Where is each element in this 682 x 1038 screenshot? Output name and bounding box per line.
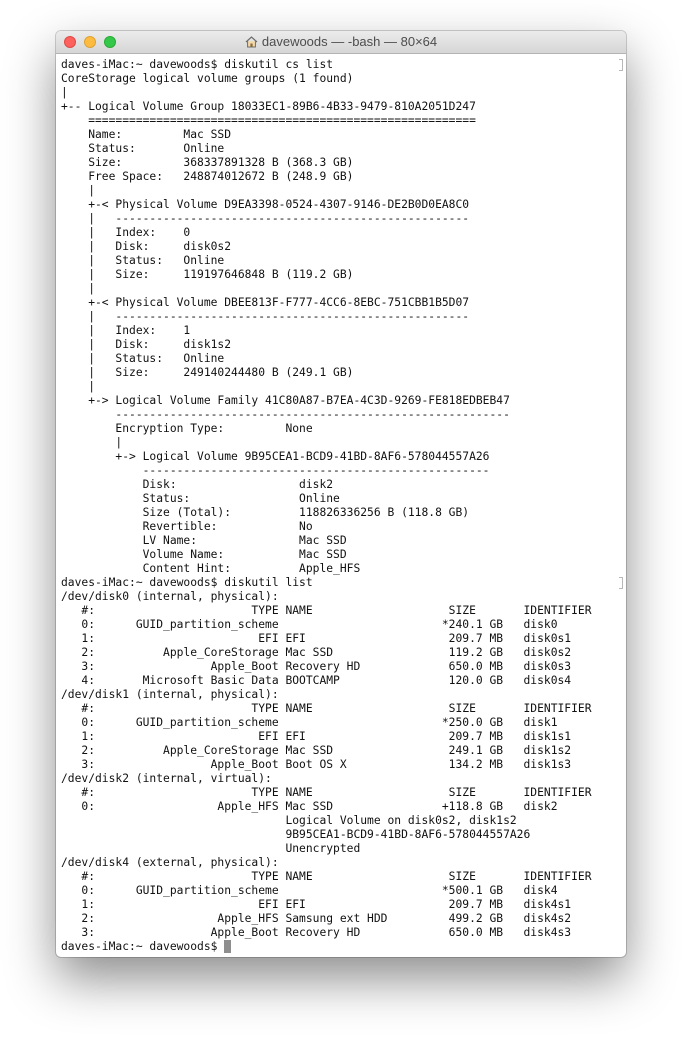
terminal-line: +-< Physical Volume DBEE813F-F777-4CC6-8EBC-751CBB1B5D07 — [61, 296, 470, 309]
window-title: davewoods — -bash — 80×64 — [261, 34, 438, 49]
terminal-line: Size: 368337891328 B (368.3 GB) — [61, 156, 354, 169]
terminal-line: | Size: 249140244480 B (249.1 GB) — [61, 366, 354, 379]
terminal-line: | ---------------------------------------------------- — [61, 310, 470, 323]
terminal-line: | Index: 0 — [61, 226, 191, 239]
terminal-line: Revertible: No — [61, 520, 313, 533]
terminal-line: 0: Apple_HFS Mac SSD +118.8 GB disk2 — [61, 800, 558, 813]
terminal-line: CoreStorage logical volume groups (1 found) — [61, 72, 354, 85]
terminal-line: | Status: Online — [61, 254, 225, 267]
terminal-line: 1: EFI EFI 209.7 MB disk1s1 — [61, 730, 572, 743]
terminal-line: Status: Online — [61, 492, 340, 505]
terminal-line: #: TYPE NAME SIZE IDENTIFIER — [61, 870, 592, 883]
terminal-output[interactable] — [56, 54, 626, 957]
terminal-line: | — [61, 436, 123, 449]
terminal-line: /dev/disk4 (external, physical): — [61, 856, 279, 869]
terminal-line: 3: Apple_Boot Boot OS X 134.2 MB disk1s3 — [61, 758, 572, 771]
terminal-line: #: TYPE NAME SIZE IDENTIFIER — [61, 604, 592, 617]
terminal-line: ---------------------------------------------------------- — [61, 408, 510, 421]
home-icon — [245, 33, 258, 55]
terminal-line: +-- Logical Volume Group 18033EC1-89B6-4B33-9479-810A2051D247 — [61, 100, 476, 113]
terminal-line: +-> Logical Volume Family 41C80A87-B7EA-4C3D-9269-FE818EDBEB47 — [61, 394, 510, 407]
terminal-line: Status: Online — [61, 142, 225, 155]
terminal-line: | — [61, 184, 96, 197]
terminal-line: Encryption Type: None — [61, 422, 313, 435]
terminal-line: LV Name: Mac SSD — [61, 534, 347, 547]
text-cursor — [224, 940, 231, 953]
terminal-line: 3: Apple_Boot Recovery HD 650.0 MB disk0s3 — [61, 660, 572, 673]
terminal-line: 0: GUID_partition_scheme *240.1 GB disk0 — [61, 618, 558, 631]
terminal-line: #: TYPE NAME SIZE IDENTIFIER — [61, 786, 592, 799]
terminal-line: Unencrypted — [61, 842, 361, 855]
terminal-line: Content Hint: Apple_HFS — [61, 562, 361, 575]
terminal-line: /dev/disk2 (internal, virtual): — [61, 772, 272, 785]
title-bar[interactable] — [56, 31, 626, 54]
terminal-line: Logical Volume on disk0s2, disk1s2 — [61, 814, 517, 827]
terminal-line: daves-iMac:~ davewoods$ diskutil list — [61, 576, 313, 589]
terminal-window — [56, 31, 626, 957]
terminal-line: | Disk: disk1s2 — [61, 338, 232, 351]
terminal-line: Name: Mac SSD — [61, 128, 232, 141]
terminal-line: | ---------------------------------------------------- — [61, 212, 470, 225]
terminal-line: /dev/disk0 (internal, physical): — [61, 590, 279, 603]
terminal-line: 0: GUID_partition_scheme *250.0 GB disk1 — [61, 716, 558, 729]
terminal-line: | — [61, 282, 96, 295]
terminal-line: Free Space: 248874012672 B (248.9 GB) — [61, 170, 354, 183]
terminal-line: 0: GUID_partition_scheme *500.1 GB disk4 — [61, 884, 558, 897]
window-title-container — [56, 31, 626, 53]
terminal-line: Size (Total): 118826336256 B (118.8 GB) — [61, 506, 470, 519]
terminal-line: Volume Name: Mac SSD — [61, 548, 347, 561]
terminal-line: +-> Logical Volume 9B95CEA1-BCD9-41BD-8AF6-578044557A26 — [61, 450, 490, 463]
terminal-line: Disk: disk2 — [61, 478, 334, 491]
terminal-line: --------------------------------------------------- — [61, 464, 490, 477]
terminal-line: | — [61, 380, 96, 393]
terminal-line: | — [61, 86, 68, 99]
terminal-line: daves-iMac:~ davewoods$ diskutil cs list — [61, 58, 334, 71]
terminal-line: 4: Microsoft Basic Data BOOTCAMP 120.0 GB disk0s4 — [61, 674, 572, 687]
terminal-line: 2: Apple_HFS Samsung ext HDD 499.2 GB disk4s2 — [61, 912, 572, 925]
scroll-mark — [619, 577, 623, 589]
terminal-line: | Status: Online — [61, 352, 225, 365]
terminal-line: 2: Apple_CoreStorage Mac SSD 249.1 GB disk1s2 — [61, 744, 572, 757]
terminal-line: | Size: 119197646848 B (119.2 GB) — [61, 268, 354, 281]
terminal-line: /dev/disk1 (internal, physical): — [61, 688, 279, 701]
terminal-line: 9B95CEA1-BCD9-41BD-8AF6-578044557A26 — [61, 828, 531, 841]
shell-prompt: daves-iMac:~ davewoods$ — [61, 940, 225, 953]
scroll-mark — [619, 59, 623, 71]
terminal-line: #: TYPE NAME SIZE IDENTIFIER — [61, 702, 592, 715]
terminal-line: +-< Physical Volume D9EA3398-0524-4307-9146-DE2B0D0EA8C0 — [61, 198, 470, 211]
terminal-line: 1: EFI EFI 209.7 MB disk0s1 — [61, 632, 572, 645]
terminal-line: | Disk: disk0s2 — [61, 240, 232, 253]
terminal-line: 2: Apple_CoreStorage Mac SSD 119.2 GB disk0s2 — [61, 646, 572, 659]
prompt-line[interactable] — [61, 940, 626, 954]
terminal-line: 1: EFI EFI 209.7 MB disk4s1 — [61, 898, 572, 911]
terminal-line: ========================================================= — [61, 114, 476, 127]
terminal-line: | Index: 1 — [61, 324, 191, 337]
terminal-line: 3: Apple_Boot Recovery HD 650.0 MB disk4s3 — [61, 926, 572, 939]
